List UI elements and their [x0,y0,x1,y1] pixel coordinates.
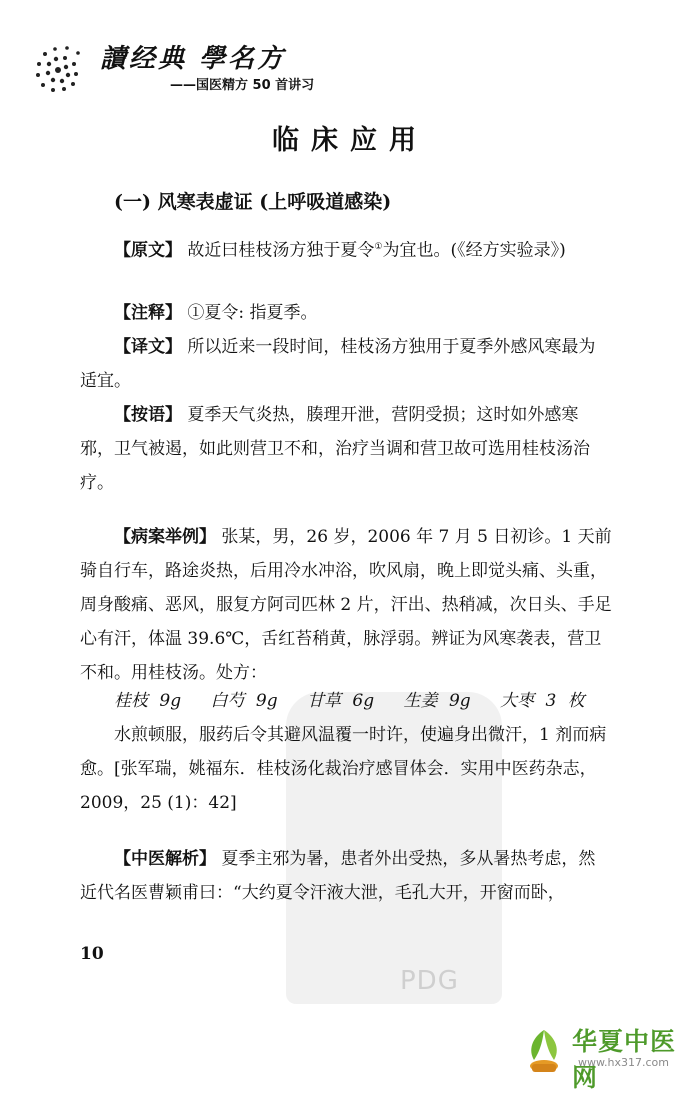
note-marker: ① [374,242,383,252]
commentary-label: 【按语】 [114,405,182,425]
site-name: 华夏中医网 [572,1027,677,1092]
commentary-text: 夏季天气炎热，腠理开泄，营阴受损；这时如外感寒邪，卫气被遏，如此则营卫不和，治疗当调和营卫故可选用桂枝汤治疗。 [80,405,590,493]
herb-item: 生姜 9g [403,691,471,711]
original-paragraph [80,230,612,268]
leaf-pot-icon [518,1024,570,1076]
page-number: 10 [80,944,104,964]
commentary-paragraph [80,398,612,500]
prescription-list [80,684,612,718]
case-followup-text: 水煎顿服，服药后令其避风温覆一时许，使遍身出微汗，1 剂而病愈。[张军瑞，姚福东．桂枝汤化裁治疗感冒体会．实用中医药杂志，2009，25 (1)：42] [80,725,607,813]
case-label: 【病案举例】 [114,527,216,547]
watermark-text: PDG [400,966,459,996]
tcm-analysis-paragraph [80,842,612,910]
annotation-paragraph [80,296,612,330]
translation-text: 所以近来一段时间，桂枝汤方独用于夏季外感风寒最为适宜。 [80,337,596,391]
original-text: 故近曰桂枝汤方独于夏令 [187,240,375,261]
original-label: 【原文】 [114,240,182,261]
original-text-end: 为宜也。(《经方实验录》) [382,240,566,261]
section-title: 临床应用 [272,125,428,156]
case-paragraph [80,520,612,690]
case-text: 张某，男，26 岁，2006 年 7 月 5 日初诊。1 天前骑自行车，路途炎热，后用冷水冲浴，吹风扇，晚上即觉头痛、头重，周身酸痛、恶风，服复方阿司匹林 2 片，汗出、热稍减，次日头、手足心有汗，体温 39.6℃，舌红苔稍黄，脉浮弱。辨证为风寒袭表，营卫不和。用桂枝汤。处方： [80,527,612,683]
tcm-analysis-label: 【中医解析】 [114,849,216,869]
translation-label: 【译文】 [114,337,182,357]
case-followup-paragraph [80,718,612,820]
spiral-logo-icon [28,40,88,100]
annotation-text: ①夏令: 指夏季。 [187,303,318,323]
herb-item: 大枣 3 枚 [500,691,585,711]
series-title: 讀经典 學名方 [100,44,287,74]
site-logo[interactable] [518,1020,688,1092]
book-header [28,30,448,100]
site-url: www.hx317.com [578,1056,669,1069]
herb-item: 桂枝 9g [114,691,182,711]
translation-paragraph [80,330,612,398]
tcm-analysis-text: 夏季主邪为暑，患者外出受热，多从暑热考虑，然近代名医曹颖甫曰：“大约夏令汗液大泄，毛孔大开，开窗而卧， [80,849,596,903]
herb-item: 甘草 6g [307,691,375,711]
sub-heading: (一) 风寒表虚证 (上呼吸道感染) [114,191,392,213]
herb-item: 白芍 9g [210,691,278,711]
series-subtitle: ——国医精方 50 首讲习 [170,78,315,93]
annotation-label: 【注释】 [114,303,182,323]
